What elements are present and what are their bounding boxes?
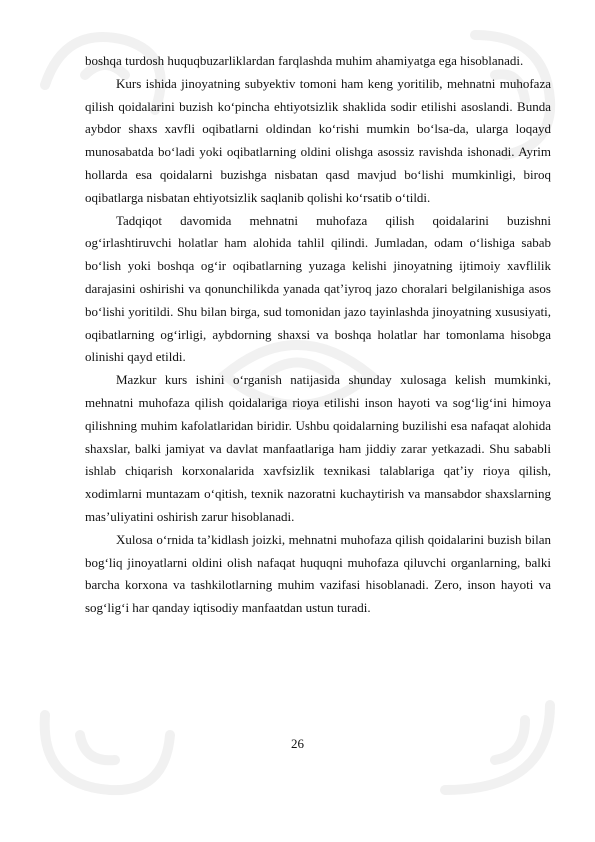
paragraph-conclusion-final: Xulosa o‘rnida ta’kidlash joizki, mehnatni muhofaza qilish qoidalarini buzish bilan bog‘liq jinoyatlarni oldini olish nafaqat huquqni muhofaza qiluvchi organlarning, balki barcha korxona va tashkilotlarning muhim vazifasi hisoblanadi. Zero, inson hayoti va sog‘lig‘i har qanday iqtisodiy manfaatdan ustun turadi. (85, 531, 551, 616)
paragraph-continuation: boshqa turdosh huquqbuzarliklardan farqlashda muhim ahamiyatga ega hisoblanadi. (85, 53, 524, 68)
page-number: 26 (291, 736, 304, 751)
paragraph-subjective-side: Kurs ishida jinoyatning subyektiv tomoni ham keng yoritilib, mehnatni muhofaza qilish qoidalarini buzish ko‘pincha ehtiyotsizlik shaklida sodir etilishi asoslandi. Bunda aybdor shaxs xavfli oqibatlarni oldindan ko‘rishi mumkin bo‘lsa-da, ularga loqayd munosabatda bo‘ladi yoki oqibatlarning oldini olishga asossiz ravishda ishonadi. Ayrim hollarda esa qoidalarni buzishga nisbatan qasd mavjud bo‘lishi mumkinligi, biroq oqibatlarga nisbatan ehtiyotsizlik saqlanib qolishi ko‘rsatib o‘tildi. (85, 75, 551, 205)
body-text (85, 50, 551, 620)
paragraph-aggravating-circumstances: Tadqiqot davomida mehnatni muhofaza qilish qoidalarini buzishni og‘irlashtiruvchi holatlar ham alohida tahlil qilindi. Jumladan, odam o‘lishiga sabab bo‘lish yoki boshqa og‘ir oqibatlarning yuzaga kelishi jinoyatning ijtimoiy xavflilik darajasini oshirishi va qonunchilikda yanada qat’iyroq jazo choralari belgilanishiga asos bo‘lishi yoritildi. Shu bilan birga, sud tomonidan jazo tayinlashda jinoyatning xususiyati, oqibatlarning og‘irligi, aybdorning shaxsi va boshqa holatlar har tomonlama hisobga olinishi qayd etildi. (85, 212, 551, 365)
paragraph-conclusion-main: Mazkur kurs ishini o‘rganish natijasida shunday xulosaga kelish mumkinki, mehnatni muhofaza qilish qoidalariga rioya etilishi inson hayoti va sog‘lig‘ini himoya qilishning muhim kafolatlaridan biridir. Ushbu qoidalarning buzilishi esa nafaqat alohida shaxslar, balki jamiyat va davlat manfaatlariga ham jiddiy zarar yetkazadi. Shu sababli ishlab chiqarish korxonalarida xavfsizlik texnikasi talablariga qat’iy rioya qilish, xodimlarni muntazam o‘qitish, texnik nazoratni kuchaytirish va mansabdor shaxslarning mas’uliyatini oshirish zarur hisoblanadi. (85, 372, 551, 524)
